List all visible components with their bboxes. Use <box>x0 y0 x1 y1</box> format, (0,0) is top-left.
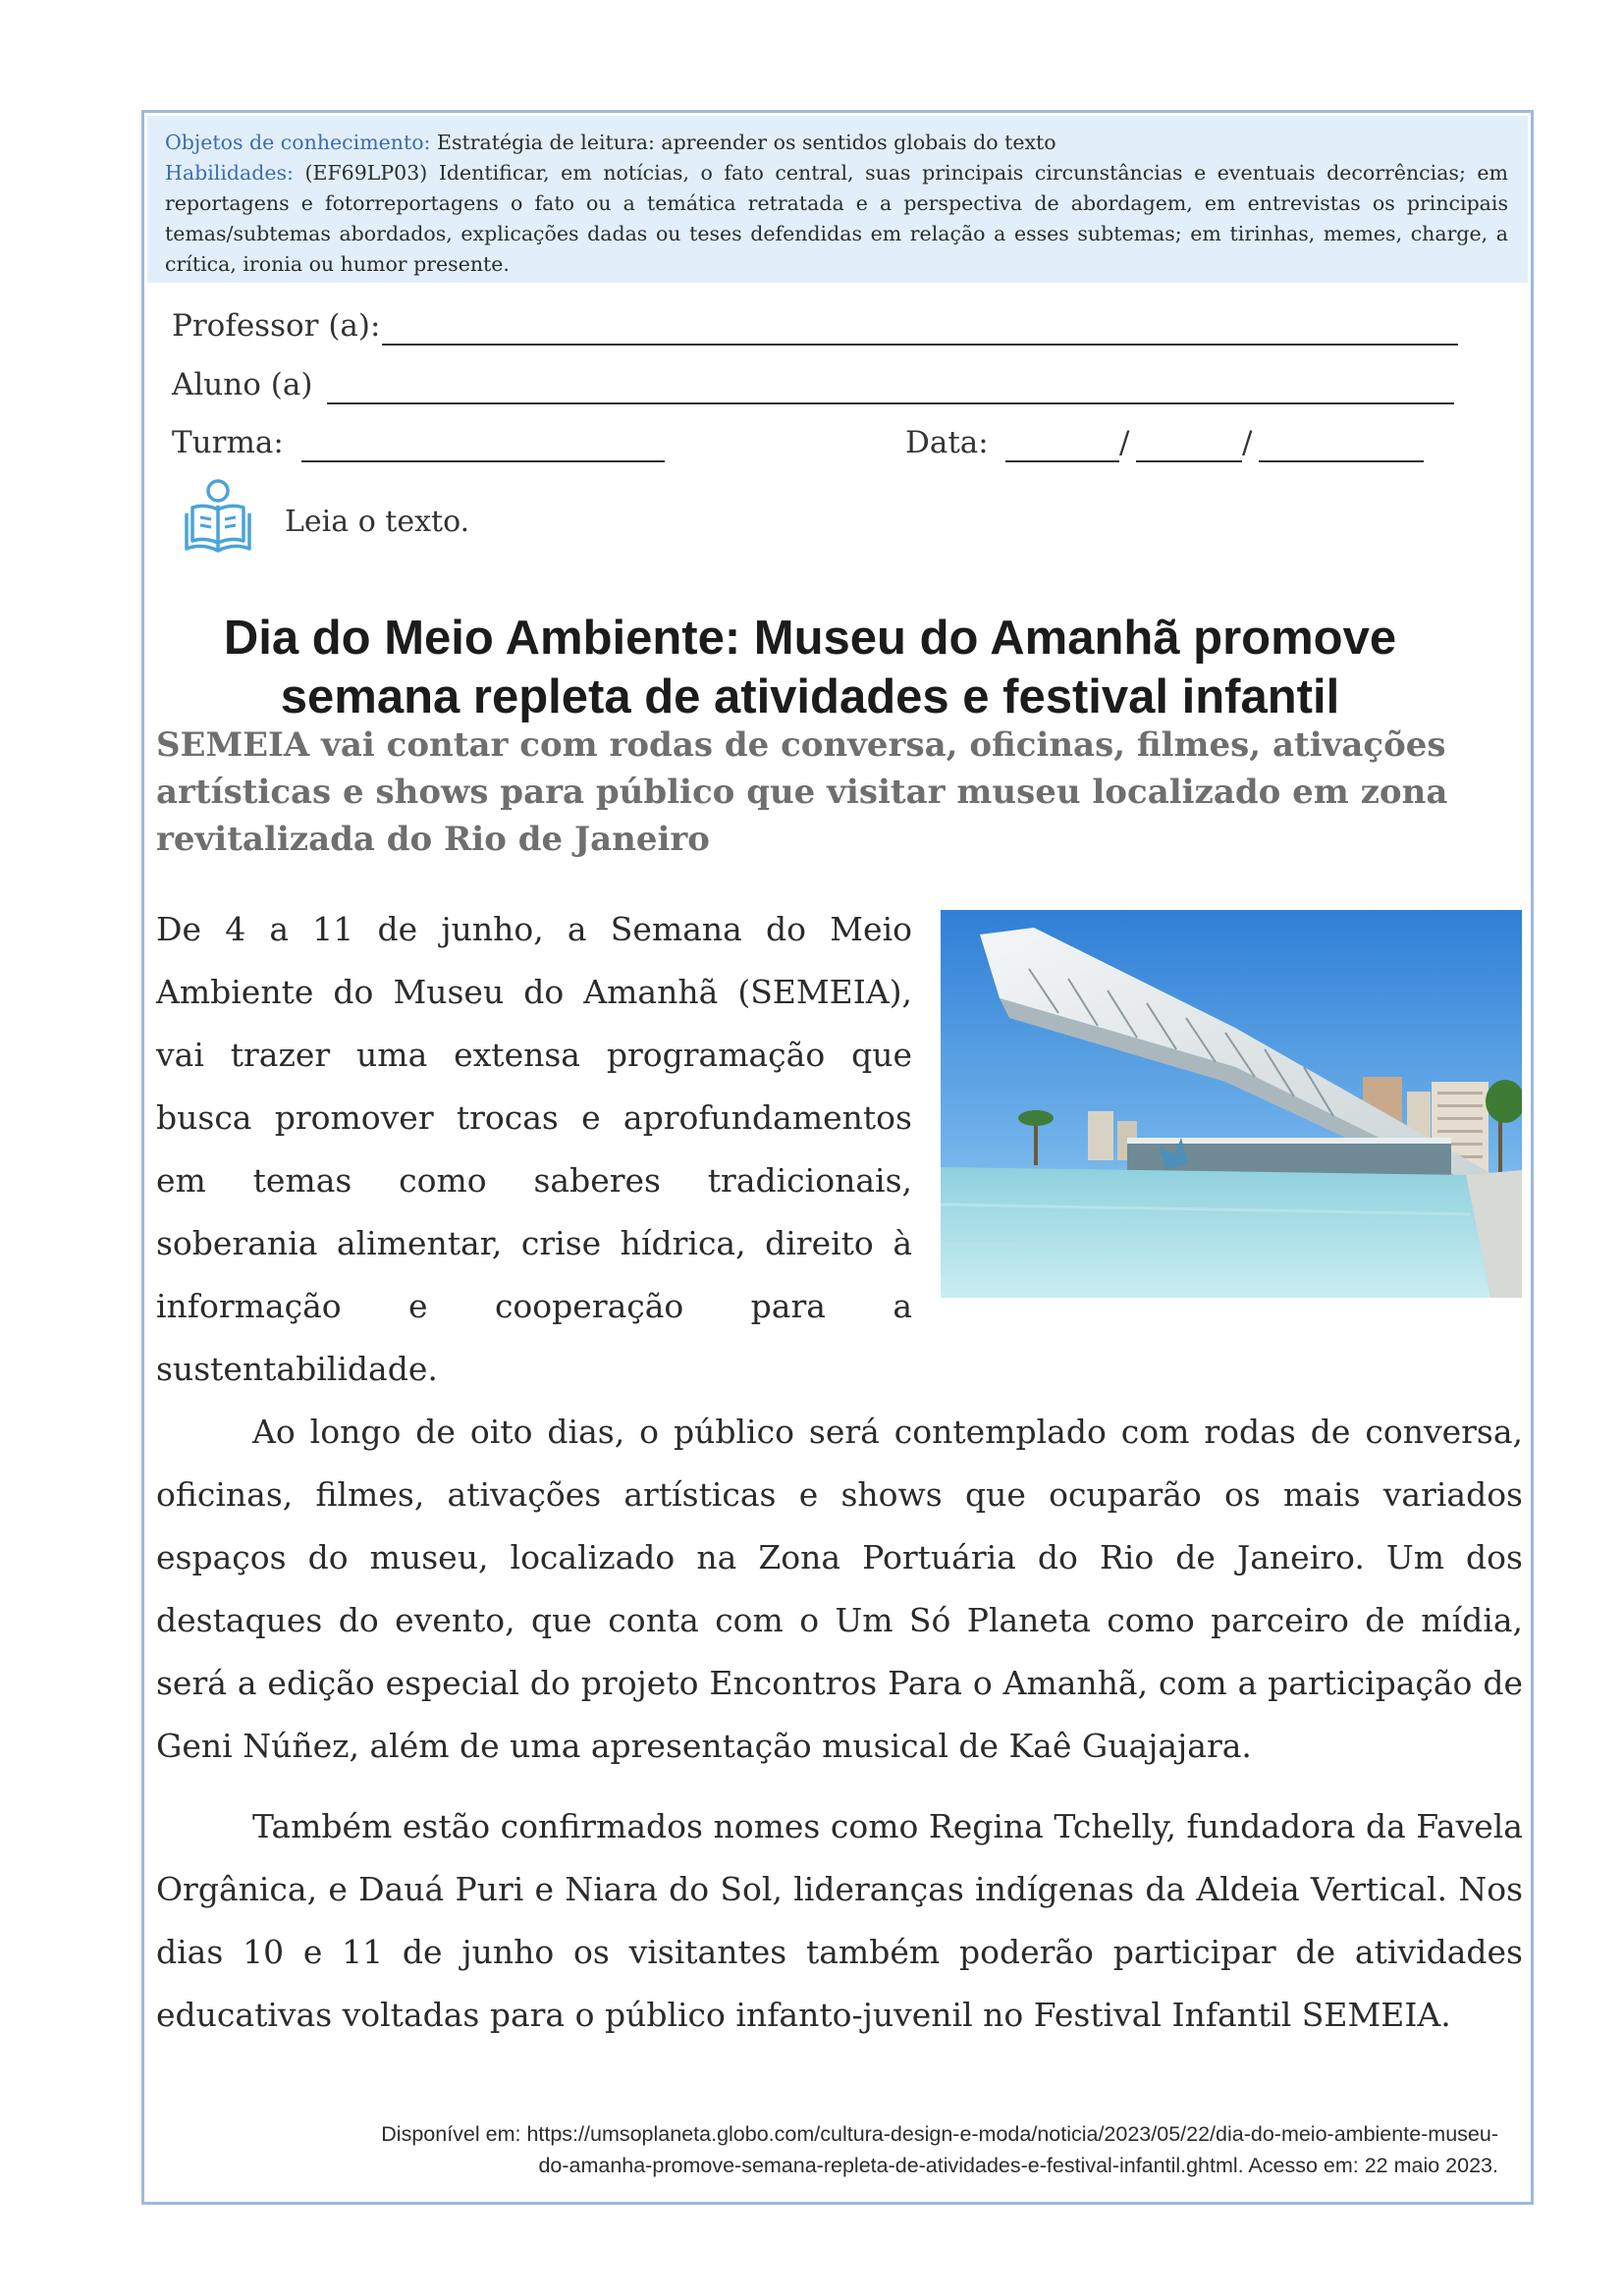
article-paragraph-1: De 4 a 11 de junho, a Semana do Meio Ambiente do Museu do Amanhã (SEMEIA), vai trazer uma extensa programação que busca promover trocas e aprofundamentos em temas como saberes tradicionais, soberania alimentar, crise hídrica, direito à informação e cooperação para a <box>156 910 912 1325</box>
class-line[interactable] <box>301 460 665 462</box>
source-line-2: do-amanha-promove-semana-repleta-de-atividades-e-festival-infantil.ghtml. Acesso em: 22 maio 2023. <box>538 2154 1498 2177</box>
skills <box>165 158 1508 280</box>
teacher-field[interactable] <box>172 308 380 344</box>
knowledge-objects-text: Estratégia de leitura: apreender os sentidos globais do texto <box>437 131 1056 154</box>
student-label: Aluno (a) <box>172 367 313 402</box>
article-paragraph-1-end: sustentabilidade. <box>156 1350 438 1388</box>
date-separator-1: / <box>1119 425 1130 460</box>
date-day-line[interactable] <box>1005 460 1119 462</box>
knowledge-objects-label: Objetos de conhecimento: <box>165 131 431 154</box>
read-instruction: Leia o texto. <box>285 505 470 539</box>
article-subtitle: SEMEIA vai contar com rodas de conversa, oficinas, filmes, ativações artísticas e shows para público que visitar museu localizado em zona revitalizada do Rio de Janeiro <box>156 725 1448 859</box>
article-title: Dia do Meio Ambiente: Museu do Amanhã promove semana repleta de atividades e festival infantil <box>223 612 1397 723</box>
learning-objectives-box <box>147 116 1528 283</box>
article-paragraph-2: Ao longo de oito dias, o público será contemplado com rodas de conversa, oficinas, filmes, ativações artísticas e shows que ocuparão os mais variados espaços do museu, localizado na Zona Portuária do Rio de Janeiro. Um dos destaques do evento, que conta com o Um Só Planeta como parceiro de mídia, será a edição especial do projeto Encontros Para o Amanhã, com a participação de Geni Núñez, além de uma apresentação musical de Kaê Guajajara. <box>156 1413 1523 1765</box>
source-citation <box>177 2118 1498 2181</box>
teacher-label: Professor (a): <box>172 308 381 344</box>
class-field[interactable] <box>172 425 284 460</box>
date-label: Data: <box>905 425 989 460</box>
museum-photo <box>941 910 1522 1298</box>
date-separator-2: / <box>1242 425 1253 460</box>
date-field[interactable] <box>905 425 989 460</box>
source-line-1: Disponível em: https://umsoplaneta.globo.com/cultura-design-e-moda/noticia/2023/05/22/dia-do-meio-ambiente-museu- <box>381 2122 1498 2146</box>
knowledge-objects <box>165 128 1508 158</box>
date-month-line[interactable] <box>1136 460 1242 462</box>
skills-text: (EF69LP03) Identificar, em notícias, o fato central, suas principais circunstâncias e eventuais decorrências; em reportagens e fotorreportagens o fato ou a temática retratada e a perspectiva de abordagem, em entrevistas os principais temas/subtemas abordados, explicações dadas ou teses defendidas em relação a esses subtemas; em tirinhas, memes, charge, a crítica, ironia ou humor presente. <box>165 161 1508 276</box>
article-paragraph-3: Também estão confirmados nomes como Regina Tchelly, fundadora da Favela Orgânica, e Dauá Puri e Niara do Sol, lideranças indígenas da Aldeia Vertical. Nos dias 10 e 11 de junho os visitantes também poderão participar de atividades educativas voltadas para o público infanto-juvenil no Festival Infantil SEMEIA. <box>156 1807 1523 2034</box>
person-reading-book-icon <box>181 478 255 557</box>
student-line[interactable] <box>327 402 1454 404</box>
date-year-line[interactable] <box>1259 460 1424 462</box>
skills-label: Habilidades: <box>165 161 294 185</box>
class-label: Turma: <box>172 425 284 460</box>
student-field[interactable] <box>172 367 312 402</box>
teacher-line[interactable] <box>382 344 1458 346</box>
